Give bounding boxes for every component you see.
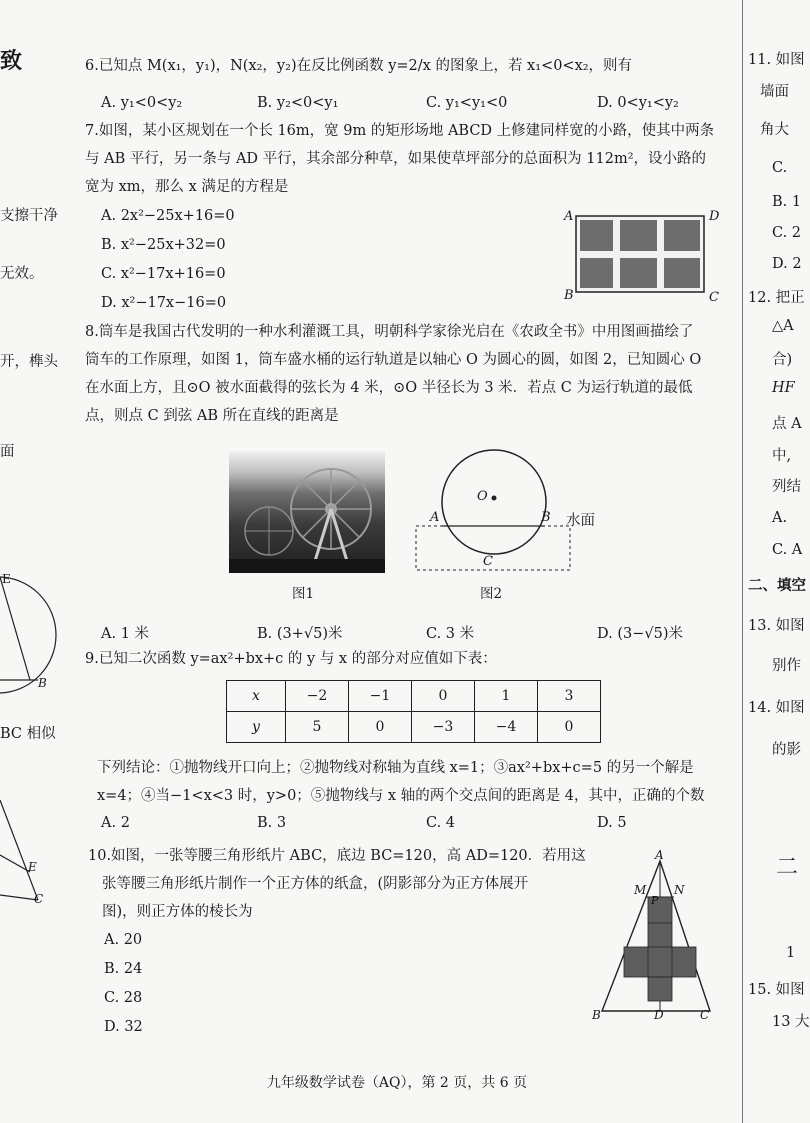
question-9-option-d: D. 5 (597, 815, 627, 831)
question-9-line-1: 下列结论：①抛物线开口向上；②抛物线对称轴为直线 x=1；③ax²+bx+c=5 的另一个解是 (97, 760, 694, 776)
right-fragment: B. 1 (772, 194, 802, 210)
right-fragment: 合) (772, 352, 793, 368)
question-6-option-b: B. y₂<0<y₁ (257, 95, 339, 111)
question-6-option-a: A. y₁<0<y₂ (101, 95, 183, 111)
table-row-y (227, 712, 601, 743)
question-10-option-b: B. 24 (104, 961, 143, 977)
question-7-option-d: D. x²−17x−16=0 (101, 295, 227, 311)
right-fragment: 点 A (772, 416, 802, 432)
question-10-line-3: 图)，则正方体的棱长为 (102, 904, 253, 920)
question-9-line-2: x=4；④当−1<x<3 时，y>0；⑤抛物线与 x 轴的两个交点间的距离是 4，其中，正确的个数 (97, 788, 705, 804)
page-footer: 九年级数学试卷（AQ），第 2 页，共 6 页 (266, 1075, 528, 1091)
question-8-option-a: A. 1 米 (101, 626, 150, 642)
left-fragment-label: B (38, 676, 47, 690)
question-8-line-2: 筒车的工作原理，如图 1，筒车盛水桶的运行轨道是以轴心 O 为圆心的圆，如图 2，已知圆心 O (85, 352, 702, 368)
right-fragment: 14. 如图 (748, 700, 805, 716)
q10-label-p: P (651, 894, 659, 907)
table-cell: y (227, 712, 286, 743)
table-cell: x (227, 681, 286, 712)
q10-label-d: D (654, 1008, 664, 1022)
question-10-triangle-figure (596, 855, 716, 1015)
left-fragment: 无效。 (0, 266, 44, 282)
q10-label-n: N (674, 883, 685, 897)
right-fragment: 别作 (772, 658, 801, 674)
question-9-text: 9.已知二次函数 y=ax²+bx+c 的 y 与 x 的部分对应值如下表： (85, 651, 497, 667)
right-fragment: 墙面 (760, 84, 789, 100)
left-fragment: BC 相似 (0, 726, 56, 742)
table-cell: 0 (412, 681, 475, 712)
q8-label-o: O (477, 489, 488, 504)
right-fragment: 角大 (760, 122, 789, 138)
question-10-option-c: C. 28 (104, 990, 143, 1006)
table-cell: −4 (475, 712, 538, 743)
question-10-option-d: D. 32 (104, 1019, 143, 1035)
figure-1-caption: 图1 (292, 586, 315, 602)
question-7-line-1: 7.如图，某小区规划在一个长 16m，宽 9m 的矩形场地 ABCD 上修建同样宽的小路，使其中两条 (85, 123, 715, 139)
right-fragment: △A (772, 318, 794, 334)
question-8-option-b: B. (3+√5)米 (257, 626, 343, 642)
table-cell: 3 (538, 681, 601, 712)
left-fragment: 面 (0, 444, 15, 460)
table-cell: −3 (412, 712, 475, 743)
question-10-line-2: 张等腰三角形纸片制作一个正方体的纸盒，(阴影部分为正方体展开 (102, 876, 529, 892)
question-9-option-a: A. 2 (101, 815, 130, 831)
question-8-option-c: C. 3 米 (426, 626, 475, 642)
question-7-option-a: A. 2x²−25x+16=0 (101, 208, 235, 224)
left-fragment-heading: 致 (0, 48, 23, 74)
right-fragment: 1 (786, 945, 796, 961)
left-cropped-line-figure (0, 800, 60, 910)
question-6-option-d: D. 0<y₁<y₂ (597, 95, 679, 111)
table-cell: 5 (286, 712, 349, 743)
question-8-line-4: 点，则点 C 到弦 AB 所在直线的距离是 (85, 408, 339, 424)
question-9-value-table (226, 680, 601, 743)
question-7-rectangle-figure (574, 214, 706, 294)
q10-label-b: B (592, 1008, 601, 1022)
q7-label-c: C (709, 290, 719, 305)
table-cell: 0 (349, 712, 412, 743)
q7-label-d: D (709, 209, 720, 224)
right-fragment: A. (772, 510, 788, 526)
q8-label-c: C (483, 554, 493, 569)
table-cell: 0 (538, 712, 601, 743)
table-cell: −1 (349, 681, 412, 712)
right-fragment: 二 (776, 855, 799, 880)
q10-label-c: C (700, 1008, 710, 1022)
q8-label-b: B (541, 510, 551, 525)
question-8-option-d: D. (3−√5)米 (597, 626, 683, 642)
question-8-line-1: 8.筒车是我国古代发明的一种水利灌溉工具，明朝科学家徐光启在《农政全书》中用图画描绘了 (85, 324, 694, 340)
waterwheel-photo (229, 451, 385, 573)
right-fragment: 二、填空 (748, 577, 806, 594)
question-6-option-c: C. y₁<y₁<0 (426, 95, 508, 111)
right-fragment: C. 2 (772, 225, 802, 241)
right-fragment: 13. 如图 (748, 618, 805, 634)
right-fragment: C. (772, 160, 788, 176)
right-fragment: 12. 把正 (748, 290, 805, 306)
right-fragment: 11. 如图 (748, 52, 805, 68)
question-7-option-c: C. x²−17x+16=0 (101, 266, 226, 282)
q8-label-water-surface: 水面 (566, 513, 595, 529)
left-cropped-circle-figure (0, 575, 60, 705)
right-fragment: 列结 (772, 479, 801, 495)
question-6-text: 6.已知点 M(x₁，y₁)，N(x₂，y₂)在反比例函数 y=2/x 的图象上，若 x₁<0<x₂，则有 (85, 58, 633, 74)
right-fragment: D. 2 (772, 256, 802, 272)
figure-2-caption: 图2 (480, 586, 503, 602)
right-fragment: C. A (772, 542, 803, 558)
right-fragment: 13 大 (772, 1014, 810, 1030)
right-fragment: HF (772, 380, 795, 396)
question-7-option-b: B. x²−25x+32=0 (101, 237, 226, 253)
column-divider (742, 0, 743, 1123)
q8-label-a: A (430, 510, 440, 525)
question-7-line-3: 宽为 xm，那么 x 满足的方程是 (85, 179, 289, 195)
left-fragment: 支擦干净 (0, 208, 58, 224)
right-fragment: 中, (772, 448, 792, 464)
table-cell: 1 (475, 681, 538, 712)
left-fragment: 开，榫头 (0, 354, 58, 370)
table-row-x (227, 681, 601, 712)
q7-label-b: B (564, 288, 574, 303)
question-8-line-3: 在水面上方，且⊙O 被水面截得的弦长为 4 米，⊙O 半径长为 3 米．若点 C 为运行轨道的最低 (85, 380, 693, 396)
question-9-option-c: C. 4 (426, 815, 456, 831)
question-9-option-b: B. 3 (257, 815, 287, 831)
right-fragment: 15. 如图 (748, 982, 805, 998)
table-cell: −2 (286, 681, 349, 712)
left-fragment-label: E (28, 860, 37, 874)
right-fragment: 的影 (772, 742, 801, 758)
q10-label-m: M (634, 883, 647, 897)
question-10-option-a: A. 20 (104, 932, 143, 948)
q10-label-a: A (655, 848, 664, 862)
left-fragment-label: E (2, 572, 11, 586)
question-7-line-2: 与 AB 平行，另一条与 AD 平行，其余部分种草，如果使草坪部分的总面积为 112m²，设小路的 (85, 151, 707, 167)
left-fragment-label: C (34, 892, 44, 906)
question-10-line-1: 10.如图，一张等腰三角形纸片 ABC，底边 BC=120，高 AD=120．若用这 (88, 848, 586, 864)
q7-label-a: A (564, 209, 574, 224)
